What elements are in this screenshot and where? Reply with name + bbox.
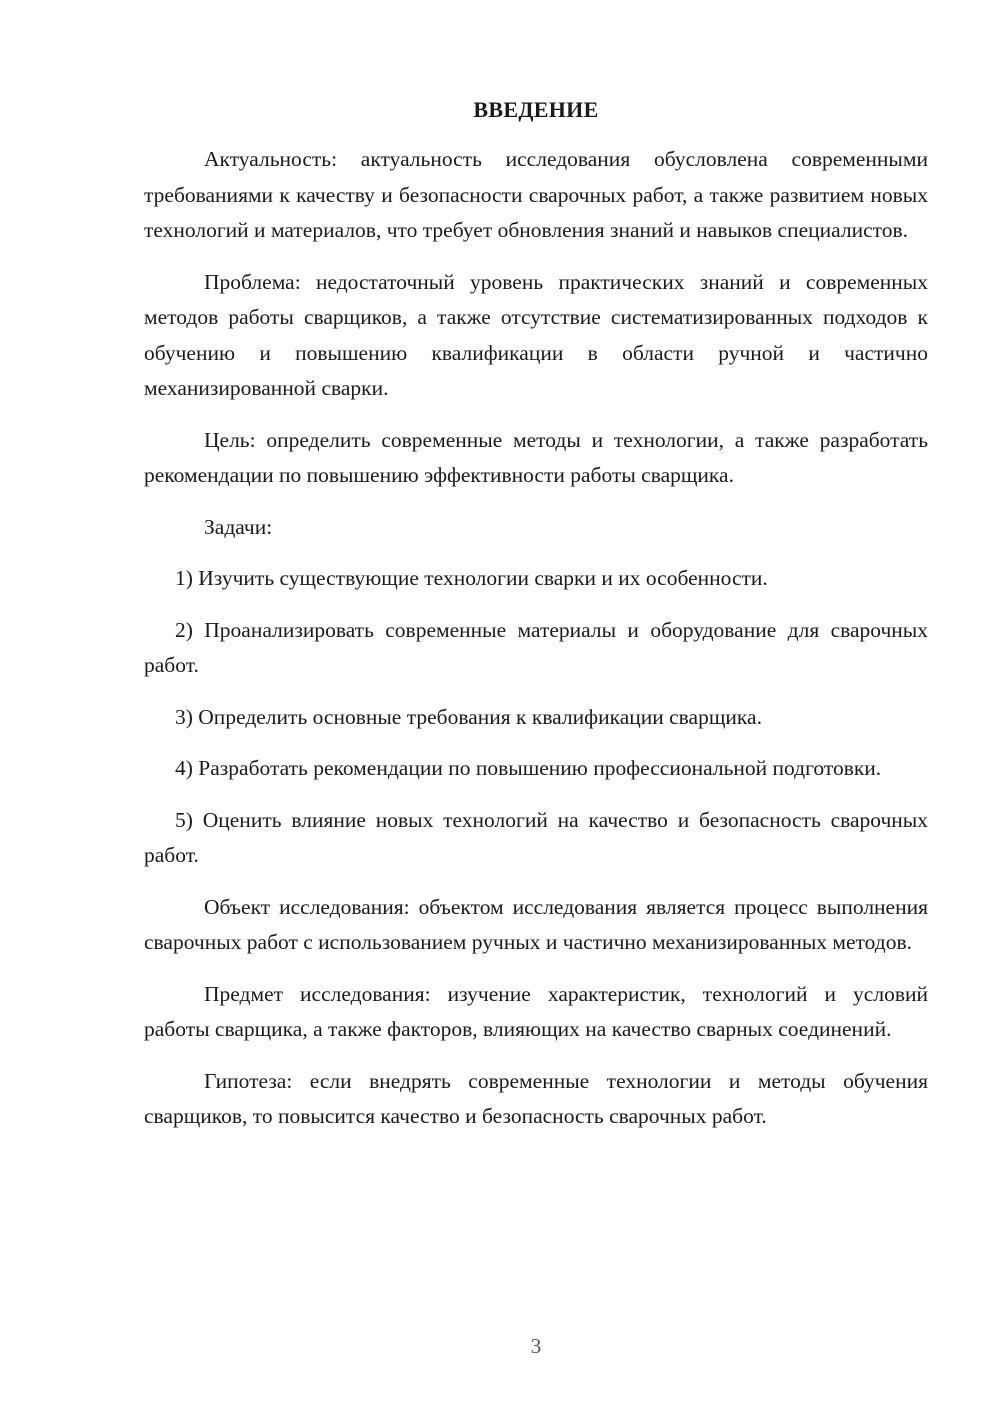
- tasks-heading: Задачи:: [204, 514, 273, 539]
- paragraph-relevance: Актуальность: актуальность исследования обусловлена современными требованиями к качеству и безопасности сварочных работ, а также развитием новых технологий и материалов, что требует обновления знаний и навыков специалистов.: [144, 147, 928, 242]
- paragraph-hypothesis: Гипотеза: если внедрять современные технологии и методы обучения сварщиков, то повысится качество и безопасность сварочных работ.: [144, 1068, 928, 1128]
- page-number: 3: [530, 1334, 542, 1358]
- page-title: ВВЕДЕНИЕ: [473, 97, 599, 122]
- task-item-2: 2) Проанализировать современные материалы и оборудование для сварочных работ.: [144, 617, 928, 677]
- paragraph-goal: Цель: определить современные методы и технологии, а также разработать рекомендации по повышению эффективности работы сварщика.: [144, 427, 928, 487]
- task-item-5: 5) Оценить влияние новых технологий на качество и безопасность сварочных работ.: [144, 807, 928, 867]
- paragraph-object: Объект исследования: объектом исследования является процесс выполнения сварочных работ с использованием ручных и частично механизированных методов.: [144, 894, 928, 954]
- task-item-3: 3) Определить основные требования к квалификации сварщика.: [175, 704, 762, 729]
- task-item-1: 1) Изучить существующие технологии сварки и их особенности.: [175, 566, 768, 590]
- paragraph-problem: Проблема: недостаточный уровень практических знаний и современных методов работы сварщиков, а также отсутствие систематизированных подходов к обучению и повышению квалификации в области ручной и частично механизированной сварки.: [144, 269, 928, 400]
- task-item-4: 4) Разработать рекомендации по повышению профессиональной подготовки.: [175, 756, 882, 780]
- document-page: [144, 92, 928, 1151]
- paragraph-subject: Предмет исследования: изучение характеристик, технологий и условий работы сварщика, а также факторов, влияющих на качество сварных соединений.: [144, 981, 928, 1041]
